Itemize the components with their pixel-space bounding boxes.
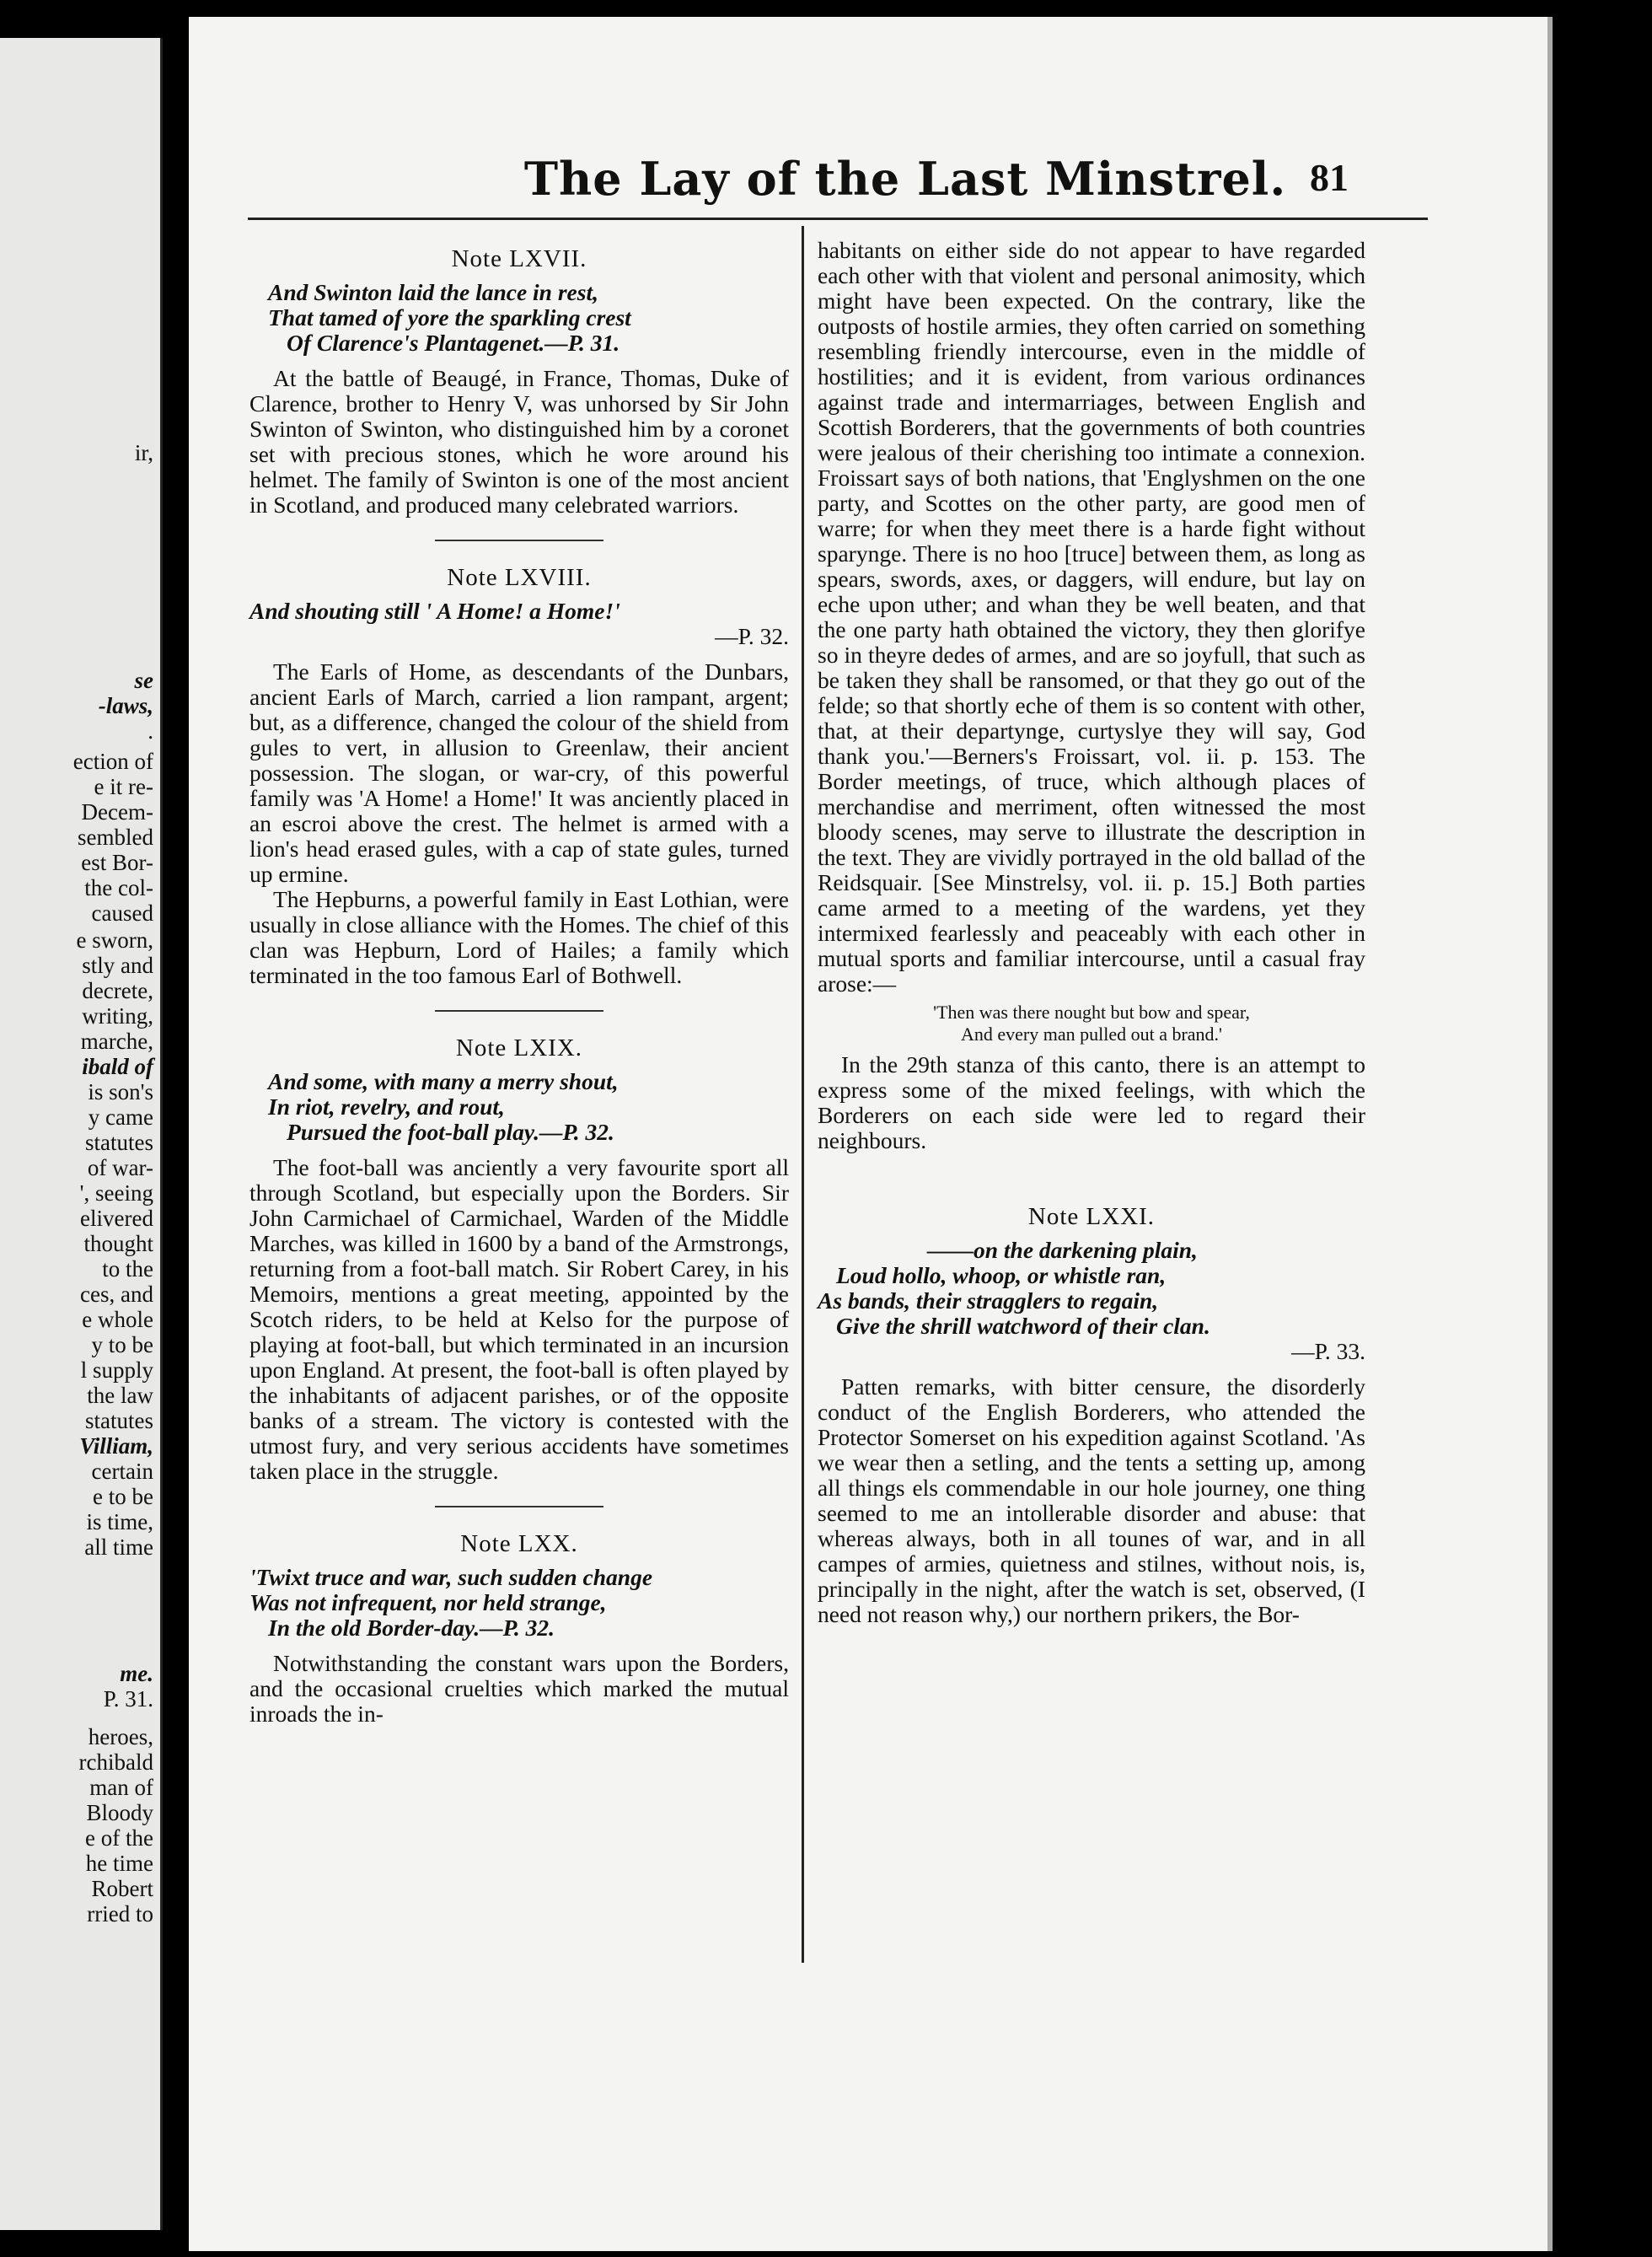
previous-page-text-fragment: ir, — [134, 440, 153, 465]
previous-page-text-fragment: ibald of — [82, 1054, 153, 1079]
previous-page-text-fragment: thought — [83, 1231, 153, 1256]
header-rule — [248, 218, 1428, 220]
previous-page-text-fragment: Decem- — [81, 799, 153, 825]
section-rule — [435, 1506, 603, 1507]
verse-line: And shouting still ' A Home! a Home!' — [249, 598, 620, 624]
verse-line: That tamed of yore the sparkling crest — [268, 304, 631, 330]
page-reference: —P. 32. — [715, 623, 789, 649]
previous-page-text-fragment: se — [134, 668, 153, 693]
previous-page-text-fragment: certain — [91, 1459, 153, 1484]
previous-page-text-fragment: rchibald — [78, 1749, 153, 1775]
verse-line: ——on the darkening plain, — [927, 1237, 1198, 1263]
previous-page-text-fragment: y to be — [91, 1332, 153, 1357]
note-heading: Note LXIX. — [455, 1034, 583, 1061]
previous-page-text-fragment: rried to — [87, 1901, 153, 1927]
previous-page-text-fragment: writing, — [82, 1003, 153, 1029]
previous-page-text-fragment: . — [148, 718, 153, 744]
verse-line: 'Twixt truce and war, such sudden change — [249, 1564, 653, 1590]
previous-page-text-fragment: e whole — [82, 1307, 153, 1332]
previous-page-text-fragment: e it re- — [94, 774, 153, 799]
note-verse — [249, 1565, 789, 1641]
verse-line: In the old Border-day.—P. 32. — [268, 1615, 555, 1641]
previous-page-text-fragment: Bloody — [86, 1800, 153, 1825]
note-verse — [249, 599, 789, 649]
note-paragraph: The foot-ball was anciently a very favourite sport all through Scotland, but especially upon the Borders. Sir John Carmichael of Carmichael, Warden of the Middle Marches, was killed in 1600 by a band of the Armstrongs, returning from a foot-ball match. Sir Robert Carey, in his Memoirs, mentions a great meeting, appointed by the Scotch riders, to be held at Kelso for the purpose of playing at foot-ball, but which terminated in an incursion upon England. At present, the foot-ball is often played by the inhabitants of adjacent parishes, or of the opposite banks of a stream. The victory is contested with the utmost fury, and very serious accidents have sometimes taken place in the struggle. — [249, 1154, 789, 1484]
previous-page-text-fragment: statutes — [85, 1408, 153, 1433]
previous-page-text-fragment: man of — [89, 1775, 153, 1800]
previous-page-text-fragment: decrete, — [82, 978, 153, 1003]
verse-line: And Swinton laid the lance in rest, — [268, 279, 598, 305]
note-paragraph: Notwithstanding the constant wars upon the Borders, and the occasional cruelties which marked the mutual inroads the in- — [249, 1650, 789, 1727]
running-head-title: The Lay of the Last Minstrel. — [523, 152, 1287, 206]
page-number: 81 — [1310, 156, 1349, 199]
previous-page-text-fragment: e to be — [93, 1484, 153, 1509]
previous-page-text-fragment: ces, and — [80, 1282, 153, 1307]
previous-page-text-fragment: he time — [85, 1851, 153, 1876]
previous-page-text-fragment: ', seeing — [79, 1180, 153, 1206]
previous-page-text-fragment: me. — [120, 1661, 153, 1686]
note-heading: Note LXVIII. — [447, 564, 592, 591]
book-page — [189, 17, 1547, 2251]
previous-page-edge — [0, 38, 163, 2230]
left-column — [249, 238, 789, 1727]
previous-page-text-fragment: e sworn, — [76, 927, 153, 953]
verse-line: Pursued the foot-ball play.—P. 32. — [287, 1119, 614, 1145]
note-heading: Note LXVII. — [451, 245, 587, 272]
section-rule — [435, 1010, 603, 1012]
note-paragraph: In the 29th stanza of this canto, there is an attempt to express some of the mixed feelings, with which the Borderers on each side were led to regard their neighbours. — [818, 1051, 1365, 1153]
note-paragraph: The Earls of Home, as descendants of the Dunbars, ancient Earls of March, carried a lion rampant, argent; but, as a difference, changed the colour of the shield from gules to vert, in allusion to Greenlaw, their ancient possession. The slogan, or war-cry, of this powerful family was 'A Home! a Home!' It was anciently placed in an escroi above the crest. The helmet is armed with a lion's head erased gules, with a cap of state gules, turned up ermine. — [249, 658, 789, 887]
quote-line: And every man pulled out a brand.' — [960, 1024, 1223, 1045]
previous-page-text-fragment: to the — [102, 1256, 153, 1282]
previous-page-text-fragment: P. 31. — [103, 1686, 153, 1712]
verse-line: In riot, revelry, and rout, — [268, 1094, 505, 1120]
right-column — [818, 238, 1365, 1627]
previous-page-text-fragment: of war- — [87, 1155, 153, 1180]
previous-page-text-fragment: the col- — [84, 875, 153, 900]
previous-page-text-fragment: stly and — [82, 953, 153, 978]
previous-page-text-fragment: e of the — [85, 1825, 153, 1851]
verse-line: And some, with many a merry shout, — [268, 1068, 619, 1094]
previous-page-text-fragment: statutes — [85, 1130, 153, 1155]
previous-page-text-fragment: the law — [87, 1383, 153, 1408]
verse-line: As bands, their stragglers to regain, — [818, 1287, 1159, 1314]
previous-page-text-fragment: all time — [84, 1534, 153, 1560]
previous-page-text-fragment: Robert — [91, 1876, 153, 1901]
verse-line: Loud hollo, whoop, or whistle ran, — [836, 1262, 1167, 1288]
previous-page-text-fragment: elivered — [80, 1206, 153, 1231]
column-divider — [802, 226, 804, 1963]
note-verse — [249, 1069, 789, 1145]
note-heading: Note LXX. — [460, 1530, 578, 1557]
previous-page-text-fragment: caused — [91, 900, 153, 926]
verse-line: Was not infrequent, nor held strange, — [249, 1589, 607, 1615]
page-reference: —P. 33. — [1291, 1338, 1365, 1364]
note-paragraph: habitants on either side do not appear to have regarded each other with that violent and personal animosity, which might have been expected. On the contrary, like the outposts of hostile armies, they often carried on something resembling friendly intercourse, even in the middle of hostilities; and it is evident, from various ordinances against trade and intermarriages, between English and Scottish Borderers, that the governments of both countries were jealous of their cherishing too intimate a connexion. Froissart says of both nations, that 'Englyshmen on the one party, and Scottes on the other party, are good men of warre; for when they meet there is a harde fight without sparynge. There is no hoo [truce] between them, as long as spears, swords, axes, or daggers, will endure, but lay on eche upon uther; and whan they be well beaten, and that the one party hath obtained the victory, they then glorifye so in theyre dedes of armes, and are so joyfull, that such as be taken they shall be ransomed, or that they go out of the felde; so that shortly eche of them is so content with other, that, at their departynge, curtyslye they will say, God thank you.'—Berners's Froissart, vol. ii. p. 153. The Border meetings, of truce, which although places of merchandise and merriment, often witnessed the most bloody scenes, may serve to illustrate the description in the text. They are vividly portrayed in the old ballad of the Reidsquair. [See Minstrelsy, vol. ii. p. 15.] Both parties came armed to a meeting of the wardens, yet they intermixed fearlessly and peaceably with each other in mutual sports and familiar intercourse, until a casual fray arose:— — [818, 237, 1365, 997]
previous-page-text-fragment: l supply — [80, 1357, 153, 1383]
note-paragraph: Patten remarks, with bitter censure, the disorderly conduct of the English Borderers, who attended the Protector Somerset on his expedition against Scotland. 'As we wear then a setling, and the tents a setting up, among all things els commendable in our hole journey, one thing seemed to me an intollerable disorder and abuse: that whereas always, both in all tounes of war, and in all campes of armies, quietness and stilnes, without nois, is, principally in the night, after the watch is set, observed, (I need not reason why,) our northern prikers, the Bor- — [818, 1373, 1365, 1627]
previous-page-text-fragment: y came — [88, 1104, 153, 1130]
previous-page-text-fragment: est Bor- — [81, 850, 153, 875]
previous-page-text-fragment: marche, — [80, 1029, 153, 1054]
previous-page-text-fragment: -laws, — [98, 693, 153, 718]
note-verse — [818, 1238, 1365, 1364]
verse-line: Give the shrill watchword of their clan. — [836, 1313, 1210, 1339]
note-paragraph: At the battle of Beaugé, in France, Thomas, Duke of Clarence, brother to Henry V, was unhorsed by Sir John Swinton of Swinton, who distinguished him by a coronet set with precious stones, which he wore around his helmet. The family of Swinton is one of the most ancient in Scotland, and produced many celebrated warriors. — [249, 365, 789, 518]
section-rule — [435, 540, 603, 541]
previous-page-text-fragment: ection of — [72, 749, 153, 774]
previous-page-text-fragment: heroes, — [88, 1724, 153, 1749]
previous-page-text-fragment: is time, — [86, 1509, 153, 1534]
block-quote — [818, 1002, 1365, 1045]
previous-page-text-fragment: Villiam, — [79, 1433, 153, 1459]
quote-line: 'Then was there nought but bow and spear, — [933, 1002, 1250, 1023]
note-heading: Note LXXI. — [1027, 1203, 1156, 1230]
previous-page-text-fragment: sembled — [78, 825, 153, 850]
verse-line: Of Clarence's Plantagenet.—P. 31. — [287, 330, 620, 356]
previous-page-text-fragment: is son's — [88, 1079, 153, 1104]
note-paragraph: The Hepburns, a powerful family in East Lothian, were usually in close alliance with the Homes. The chief of this clan was Hepburn, Lord of Hailes; a family which terminated in the too famous Earl of Bothwell. — [249, 886, 789, 988]
note-verse — [249, 280, 789, 356]
